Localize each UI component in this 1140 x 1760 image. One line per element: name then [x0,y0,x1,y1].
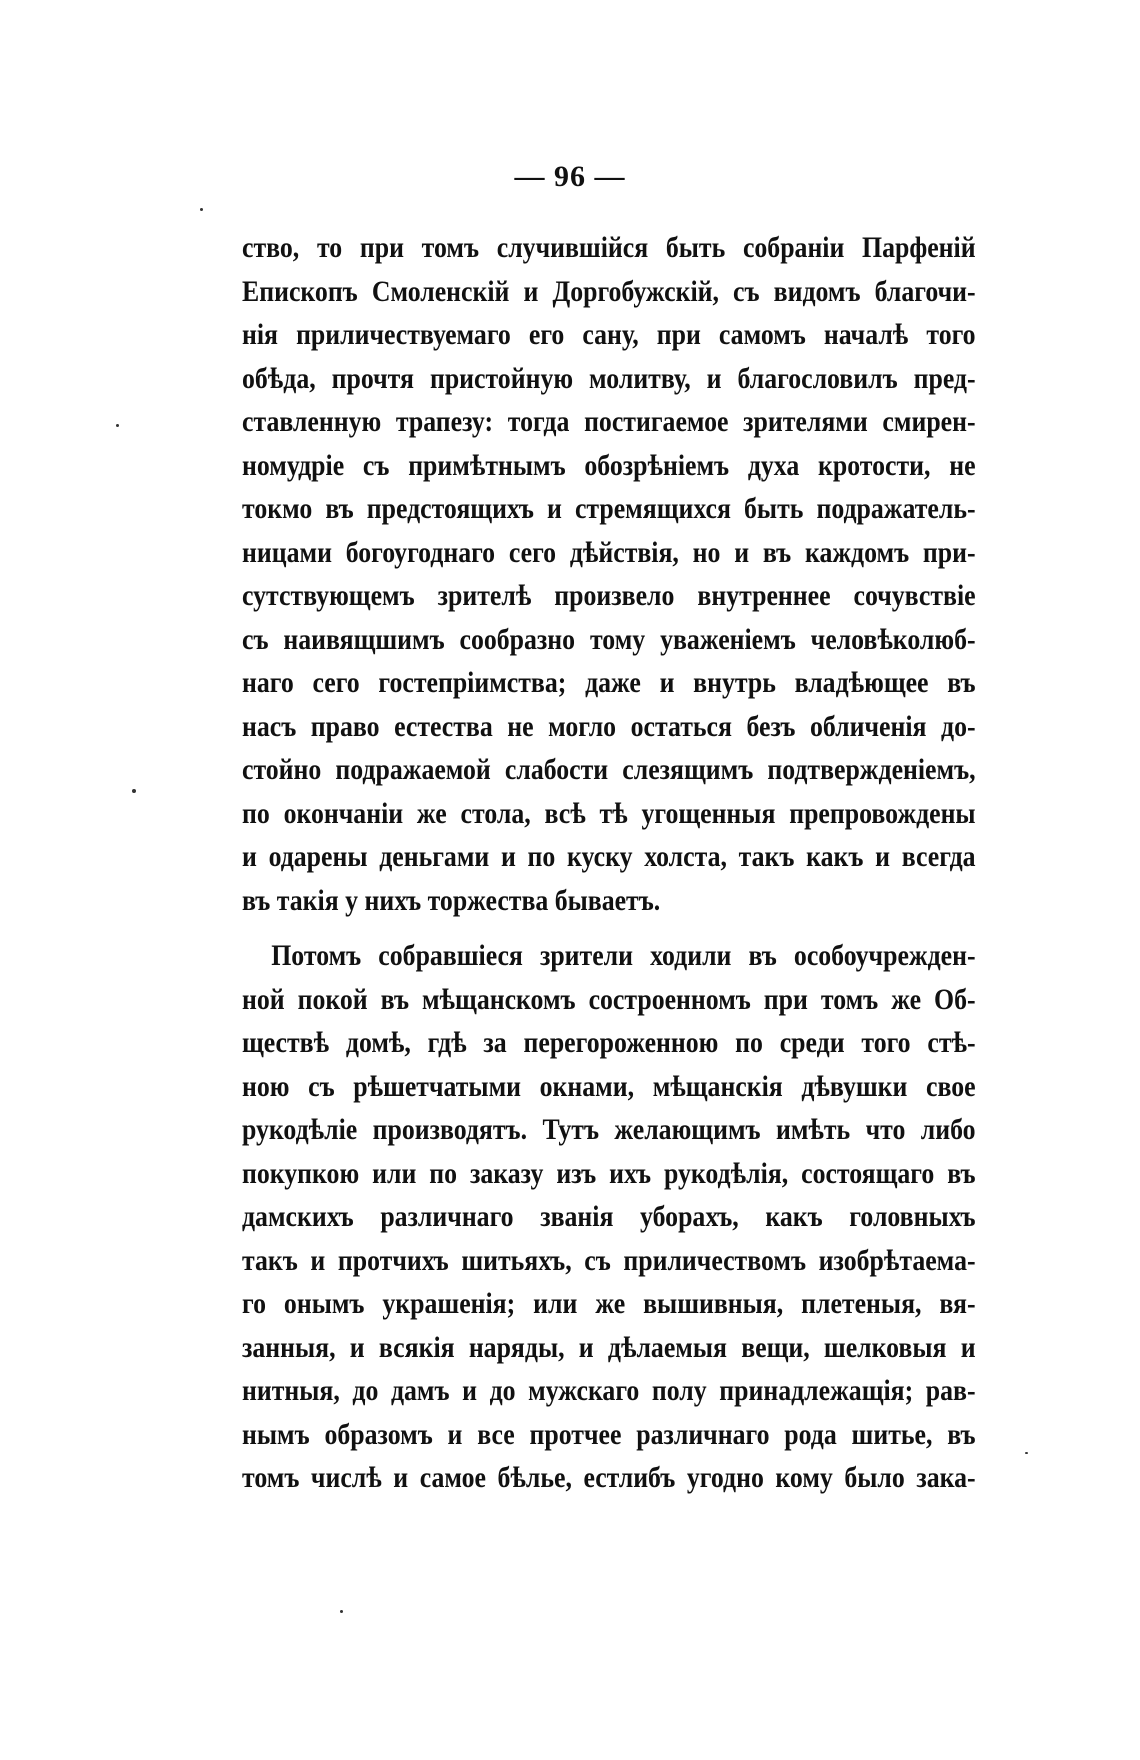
text-line: стойно подражаемой слабости слезящимъ подтвержденіемъ, [242,753,976,786]
scan-speck [116,424,119,427]
text-line: наго сего гостепріимства; даже и внутрь владѣющее въ [242,666,976,699]
text-line: Потомъ собравшіеся зрители ходили въ особоучрежден- [271,939,976,972]
scan-speck [340,1610,343,1613]
text-line: томъ числѣ и самое бѣлье, естлибъ угодно кому было зака- [242,1461,976,1494]
text-line: токмо въ предстоящихъ и стремящихся быть подражатель- [242,492,976,525]
text-line: такъ и протчихъ шитьяхъ, съ приличествомъ изобрѣтаема- [242,1243,976,1277]
text-line: дамскихъ различнаго званія уборахъ, какъ головныхъ [242,1200,976,1233]
text-line: въ такія у нихъ торжества бываетъ. [242,883,661,917]
text-line: покупкою или по заказу изъ ихъ рукодѣлія, состоящаго въ [242,1156,976,1190]
text-line: насъ право естества не могло остаться безъ обличенія до- [242,709,976,743]
text-line: и одарены деньгами и по куску холста, такъ какъ и всегда [242,840,976,873]
text-line: ставленную трапезу: тогда постигаемое зрителями смирен- [242,405,976,438]
text-line: съ наивящшимъ сообразно тому уваженіемъ человѣколюб- [242,622,976,656]
text-line: рукодѣліе производятъ. Тутъ желающимъ имѣть что либо [242,1113,976,1146]
text-line: ной покой въ мѣщанскомъ состроенномъ при томъ же Об- [242,982,976,1016]
text-line: Епископъ Смоленскій и Доргобужскій, съ видомъ благочи- [242,274,976,308]
text-line: ницами богоугоднаго сего дѣйствія, но и въ каждомъ при- [242,535,976,569]
page-number: — 96 — [514,160,626,193]
text-line: нитныя, до дамъ и до мужскаго полу принадлежащія; рав- [242,1374,976,1407]
text-line: ществѣ домѣ, гдѣ за перегороженною по среди того стѣ- [242,1026,976,1059]
text-line: ство, то при томъ случившійся быть собраніи Парфеній [242,231,976,264]
scan-speck [1025,1452,1028,1454]
text-line: обѣда, прочтя пристойную молитву, и благословилъ пред- [242,361,976,395]
scan-speck [200,208,203,211]
text-line: го онымъ украшенія; или же вышивныя, плетеныя, вя- [242,1287,976,1320]
paragraph-2 [242,934,976,1500]
body-text [242,226,976,1500]
text-line: по окончаніи же стола, всѣ тѣ угощенныя препровождены [242,796,976,830]
text-line: занныя, и всякія наряды, и дѣлаемыя вещи, шелковыя и [242,1330,976,1364]
scan-speck [132,789,136,793]
text-line: нія приличествуемаго его сану, при самомъ началѣ того [242,318,976,351]
text-line: ною съ рѣшетчатыми окнами, мѣщанскія дѣвушки свое [242,1069,976,1103]
paragraph-gap [242,922,976,934]
paragraph-1 [242,226,976,922]
text-line: нымъ образомъ и все протчее различнаго рода шитье, въ [242,1417,976,1451]
text-line: сутствующемъ зрителѣ произвело внутреннее сочувствіе [242,579,976,612]
text-line: номудріе съ примѣтнымъ обозрѣніемъ духа кротости, не [242,448,976,482]
